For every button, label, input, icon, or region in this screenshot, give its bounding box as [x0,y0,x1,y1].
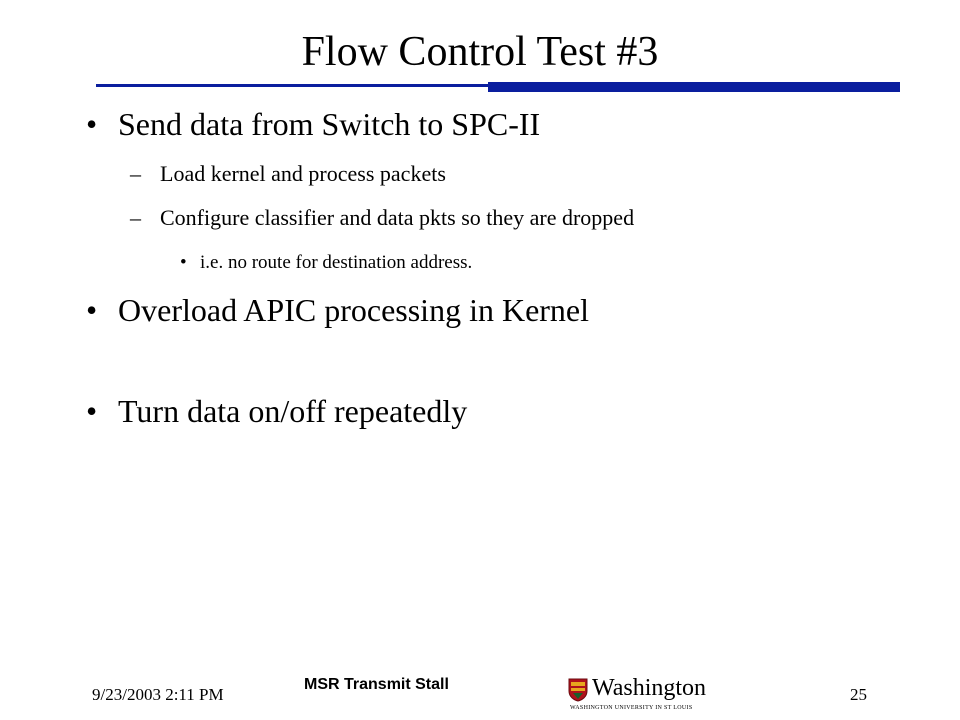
bullet-symbol: • [180,252,187,273]
university-shield-icon [568,678,588,702]
university-logo [568,676,728,716]
footer-title: MSR Transmit Stall [304,676,449,693]
bullet-1 [86,104,540,144]
bullet-text: Turn data on/off repeatedly [118,393,468,429]
logo-subtitle: WASHINGTON UNIVERSITY IN ST LOUIS [570,705,693,711]
title-underline [488,82,900,92]
bullet-3 [86,391,467,431]
dash-symbol: – [130,161,141,186]
dash-symbol: – [130,205,141,230]
bullet-2 [86,290,589,330]
bullet-symbol: • [86,106,98,142]
bullet-symbol: • [86,292,98,328]
bullet-symbol: • [86,393,98,429]
sub-bullet-1-1 [130,160,446,188]
slide-title: Flow Control Test #3 [301,29,659,75]
sub-sub-bullet-1-2-1 [180,251,472,275]
bullet-text: Send data from Switch to SPC-II [118,106,541,142]
sub-bullet-1-2 [130,204,634,232]
sub-bullet-text: Configure classifier and data pkts so they are dropped [160,205,635,230]
bullet-text: Overload APIC processing in Kernel [118,292,590,328]
sub-bullet-text: Load kernel and process packets [160,161,446,186]
logo-wordmark: Washington [592,675,707,701]
page-number: 25 [850,685,867,704]
sub-sub-bullet-text: i.e. no route for destination address. [200,252,473,273]
footer-date: 9/23/2003 2:11 PM [92,685,224,704]
